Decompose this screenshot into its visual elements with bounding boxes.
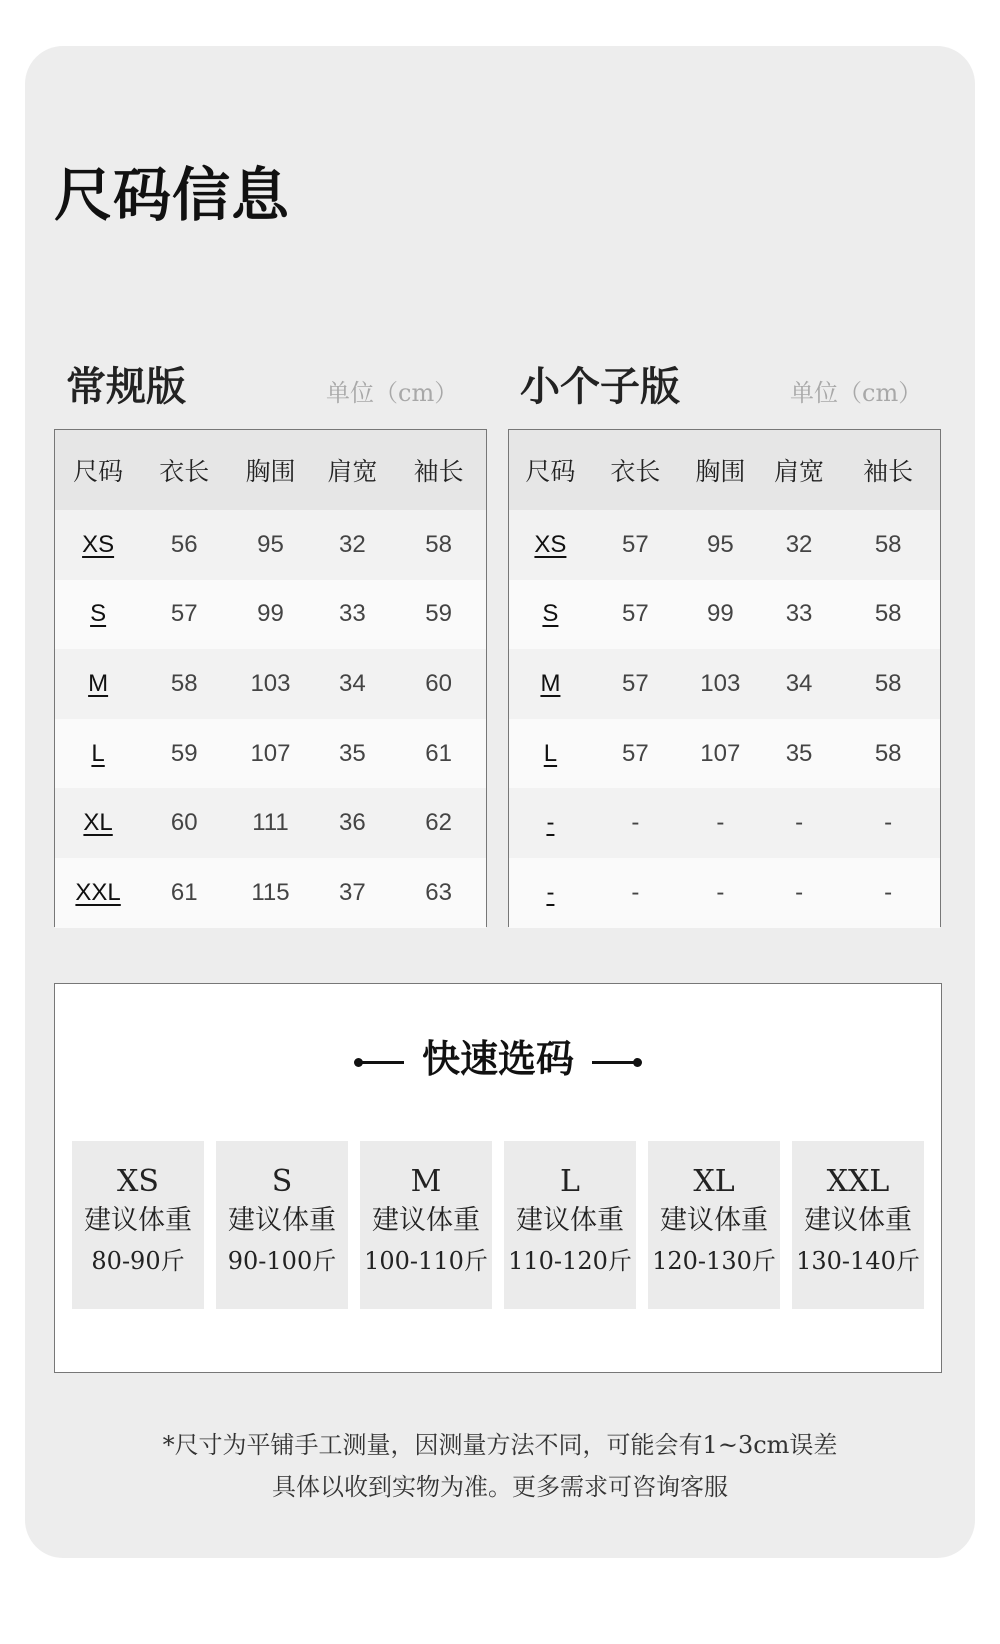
quick-card-weight: 110-120斤 [508, 1247, 632, 1275]
table-cell: 61 [391, 719, 486, 789]
table-cell: 107 [679, 719, 762, 789]
table-row [509, 858, 940, 928]
table-row [509, 788, 940, 858]
quick-card-weight: 80-90斤 [91, 1247, 185, 1275]
quick-size-card-xs[interactable] [72, 1141, 204, 1309]
size-link[interactable]: S [509, 580, 592, 650]
size-link[interactable]: - [509, 858, 592, 928]
table-cell: 57 [592, 580, 679, 650]
quick-card-label: 建议体重 [372, 1205, 480, 1236]
petite-section-title: 小个子版 [520, 363, 680, 410]
table-cell: 58 [391, 510, 486, 580]
table-cell: 95 [227, 510, 313, 580]
table-cell: 34 [314, 649, 392, 719]
dot-line-decoration [592, 1061, 636, 1064]
table-cell: 58 [836, 649, 940, 719]
table-cell: 36 [314, 788, 392, 858]
table-row [509, 649, 940, 719]
table-cell: 56 [141, 510, 227, 580]
table-cell: 62 [391, 788, 486, 858]
table-cell: 58 [836, 719, 940, 789]
quick-card-size: L [560, 1164, 580, 1199]
table-cell: 59 [391, 580, 486, 650]
table-cell: - [679, 858, 762, 928]
quick-size-card-l[interactable] [504, 1141, 636, 1309]
dot-line-decoration [360, 1061, 404, 1064]
table-cell: 63 [391, 858, 486, 928]
table-cell: 111 [227, 788, 313, 858]
table-cell: 57 [592, 510, 679, 580]
table-cell: 103 [227, 649, 313, 719]
table-cell: 57 [141, 580, 227, 650]
table-cell: 107 [227, 719, 313, 789]
size-link[interactable]: XL [55, 788, 141, 858]
table-cell: 32 [762, 510, 837, 580]
table-cell: 37 [314, 858, 392, 928]
table-cell: 95 [679, 510, 762, 580]
table-cell: - [836, 788, 940, 858]
quick-card-weight: 130-140斤 [796, 1247, 920, 1275]
quick-card-label: 建议体重 [660, 1205, 768, 1236]
quick-select-cards [72, 1141, 926, 1309]
table-cell: 58 [836, 510, 940, 580]
quick-card-weight: 90-100斤 [227, 1247, 337, 1275]
size-link[interactable]: L [55, 719, 141, 789]
table-row [55, 858, 486, 928]
column-header: 袖长 [836, 430, 940, 510]
table-cell: 115 [227, 858, 313, 928]
table-cell: 35 [762, 719, 837, 789]
table-cell: - [836, 858, 940, 928]
size-link[interactable]: XS [55, 510, 141, 580]
table-cell: 33 [762, 580, 837, 650]
size-link[interactable]: M [55, 649, 141, 719]
table-cell: 33 [314, 580, 392, 650]
size-link[interactable]: L [509, 719, 592, 789]
quick-card-size: M [410, 1164, 442, 1199]
column-header: 胸围 [227, 430, 313, 510]
table-cell: 57 [592, 719, 679, 789]
table-row [55, 580, 486, 650]
quick-select-heading [55, 1034, 941, 1084]
column-header: 尺码 [509, 430, 592, 510]
table-header-row [55, 430, 486, 510]
table-cell: 34 [762, 649, 837, 719]
table-cell: - [679, 788, 762, 858]
table-cell: 60 [141, 788, 227, 858]
column-header: 肩宽 [762, 430, 837, 510]
table-cell: - [762, 858, 837, 928]
table-cell: 35 [314, 719, 392, 789]
table-row [509, 719, 940, 789]
table-cell: 58 [836, 580, 940, 650]
table-row [55, 649, 486, 719]
quick-card-label: 建议体重 [228, 1205, 336, 1236]
column-header: 胸围 [679, 430, 762, 510]
quick-card-weight: 100-110斤 [364, 1247, 488, 1275]
quick-card-size: XS [117, 1164, 159, 1199]
measurement-note: *尺寸为平铺手工测量，因测量方法不同，可能会有1~3cm误差 [162, 1431, 838, 1459]
size-link[interactable]: - [509, 788, 592, 858]
quick-size-card-xl[interactable] [648, 1141, 780, 1309]
table-cell: 32 [314, 510, 392, 580]
table-row [509, 580, 940, 650]
table-cell: 99 [679, 580, 762, 650]
size-link[interactable]: XS [509, 510, 592, 580]
table-header-row [509, 430, 940, 510]
quick-card-label: 建议体重 [516, 1205, 624, 1236]
quick-card-size: XL [693, 1164, 735, 1199]
regular-size-table [54, 429, 487, 927]
table-cell: - [762, 788, 837, 858]
size-link[interactable]: M [509, 649, 592, 719]
quick-size-card-s[interactable] [216, 1141, 348, 1309]
size-link[interactable]: S [55, 580, 141, 650]
regular-section-title: 常规版 [66, 363, 186, 410]
table-cell: 61 [141, 858, 227, 928]
column-header: 衣长 [141, 430, 227, 510]
table-row [55, 788, 486, 858]
page-title: 尺码信息 [54, 161, 291, 229]
quick-size-card-m[interactable] [360, 1141, 492, 1309]
table-cell: 59 [141, 719, 227, 789]
table-row [55, 719, 486, 789]
quick-card-label: 建议体重 [84, 1205, 192, 1236]
table-cell: 58 [141, 649, 227, 719]
quick-size-card-xxl[interactable] [792, 1141, 924, 1309]
customer-service-note: 具体以收到实物为准。更多需求可咨询客服 [272, 1473, 728, 1501]
quick-card-weight: 120-130斤 [652, 1247, 776, 1275]
petite-size-table [508, 429, 941, 927]
table-cell: 103 [679, 649, 762, 719]
table-cell: - [592, 788, 679, 858]
table-row [55, 510, 486, 580]
table-row [509, 510, 940, 580]
column-header: 尺码 [55, 430, 141, 510]
quick-card-size: XXL [826, 1164, 890, 1199]
size-link[interactable]: XXL [55, 858, 141, 928]
column-header: 肩宽 [314, 430, 392, 510]
petite-unit-label: 单位（cm） [790, 379, 923, 407]
table-cell: - [592, 858, 679, 928]
column-header: 衣长 [592, 430, 679, 510]
table-cell: 57 [592, 649, 679, 719]
table-cell: 60 [391, 649, 486, 719]
quick-card-size: S [271, 1164, 293, 1199]
table-cell: 99 [227, 580, 313, 650]
regular-unit-label: 单位（cm） [326, 379, 459, 407]
quick-select-panel [54, 983, 942, 1373]
quick-select-title: 快速选码 [421, 1036, 574, 1081]
column-header: 袖长 [391, 430, 486, 510]
quick-card-label: 建议体重 [804, 1205, 912, 1236]
